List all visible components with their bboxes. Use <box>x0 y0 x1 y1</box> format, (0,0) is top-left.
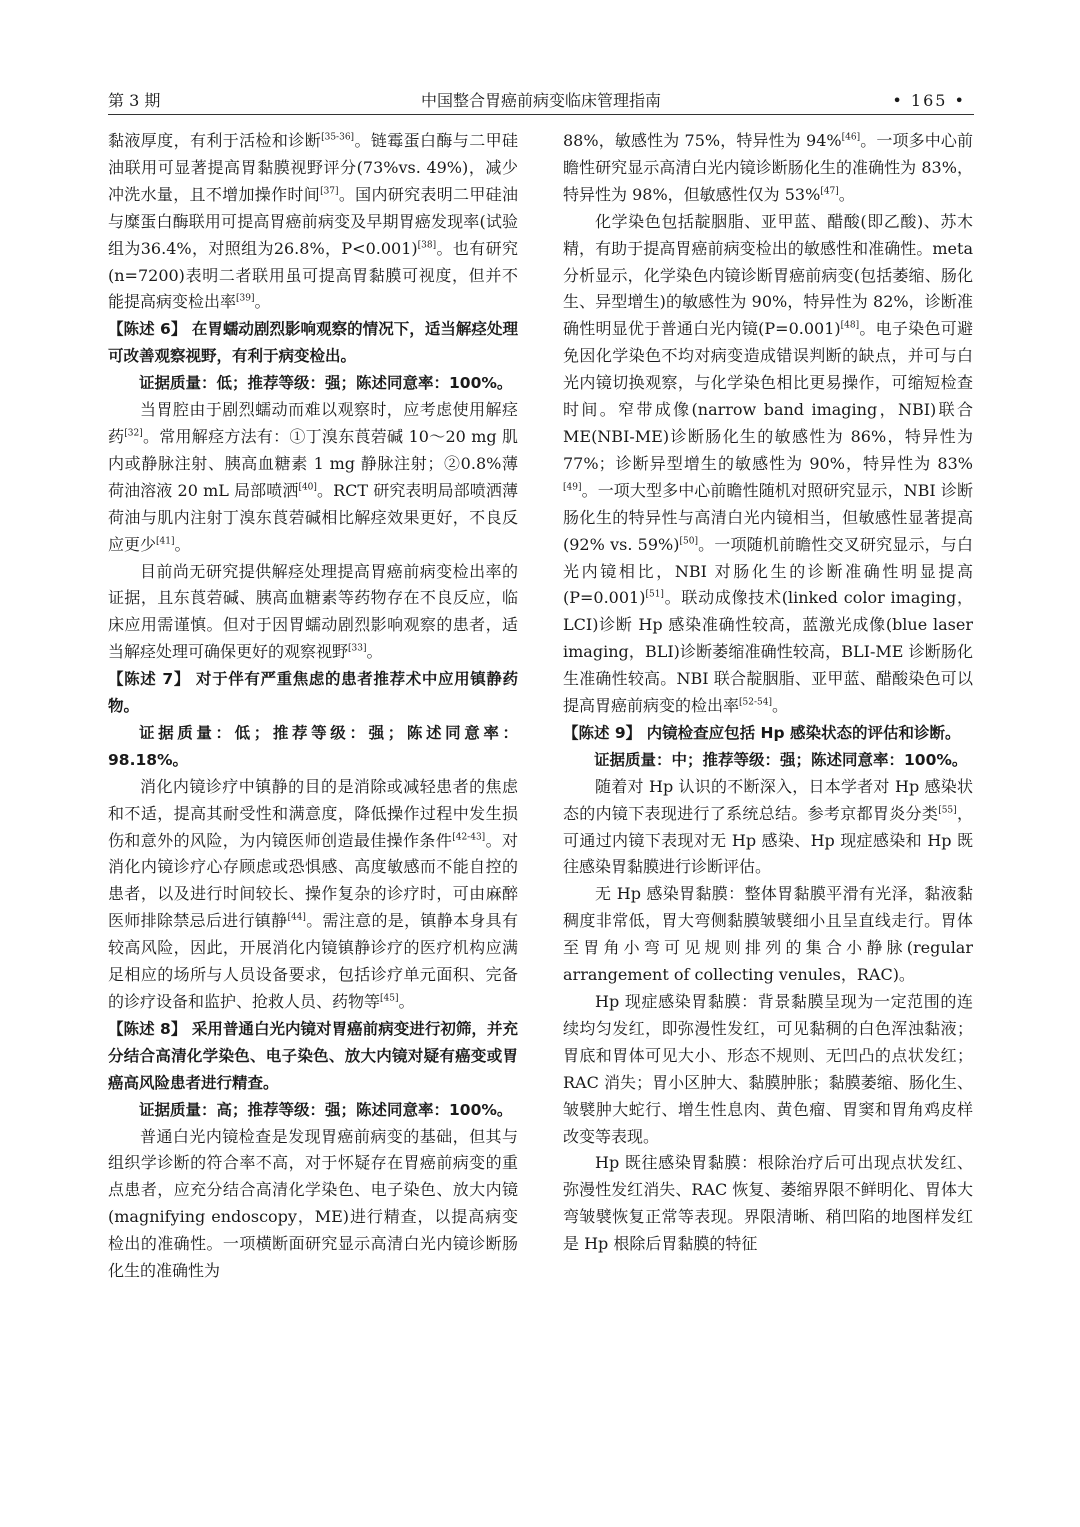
citation: [44] <box>287 912 306 923</box>
right-column <box>563 128 973 1508</box>
citation: [41] <box>156 536 175 547</box>
paragraph-hp-kyoto <box>563 774 973 882</box>
statement-6: 【陈述 6】 在胃蠕动剧烈影响观察的情况下，适当解痉处理可改善观察视野，有利于病变检出。 <box>108 320 518 366</box>
text-run: 。 <box>254 292 271 312</box>
text-run: 。 <box>771 696 788 716</box>
paragraph-white-light: 普通白光内镜检查是发现胃癌前病变的基础，但其与组织学诊断的符合率不高，对于怀疑存在胃癌前病变的重点患者，应充分结合高清化学染色、电子染色、放大内镜(magnifying endoscopy，ME)进行精查，以提高病变检出的准确性。一项横断面研究显示高清白光内镜诊断肠化生的准确性为 <box>108 1126 518 1281</box>
text-run: 黏液厚度，有利于活检和诊断 <box>108 131 322 150</box>
text-run: 。需注意的是，镇静本身具有较高风险，因此，开展消化内镜镇静诊疗的医疗机构应满足相应的场所与人员设备要求，包括诊疗单元面积、完备的诊疗设备和监护、抢救人员、药物等 <box>108 911 518 1011</box>
text-run: 。电子染色可避免因化学染色不均对病变造成错误判断的缺点，并可与白光内镜切换观察，与化学染色相比更易操作，可缩短检查时间。窄带成像(narrow band imaging，NBI)联合 ME(NBI-ME)诊断肠化生的敏感性为 86%，特异性为 77%；诊断异型增生的敏感性为 90%，特异性为 83% <box>563 319 973 473</box>
citation: [35-36] <box>321 132 355 143</box>
page-header <box>108 88 974 115</box>
citation: [46] <box>841 132 861 143</box>
paragraph-antispasmodic <box>108 397 518 558</box>
text-run: 。一项随机前瞻性交叉研究显示，与白光内镜相比，NBI 对肠化生的诊断准确性明显提高(P=0.001) <box>563 534 973 608</box>
text-run: 目前尚无研究提供解痉处理提高胃癌前病变检出率的证据，且东莨菪碱、胰高血糖素等药物存在不良反应，临床应用需谨慎。但对于因胃蠕动剧烈影响观察的患者，适当解痉处理可确保更好的观察视野 <box>108 561 518 662</box>
citation: [33] <box>348 643 367 654</box>
issue-label: 第 3 期 <box>108 91 161 110</box>
citation: [47] <box>820 186 839 197</box>
citation: [49] <box>563 482 582 493</box>
page-number: • 165 • <box>892 91 966 110</box>
citation: [52-54] <box>739 697 772 708</box>
citation: [51] <box>645 590 664 601</box>
text-run: 。一项多中心前瞻性研究显示高清白光内镜诊断肠化生的准确性为 83%，特异性为 98%，但敏感性仅为 53% <box>563 131 973 204</box>
text-run: 。 <box>174 534 191 554</box>
statement-7: 【陈述 7】 对于伴有严重焦虑的患者推荐术中应用镇静药物。 <box>108 670 518 716</box>
text-run: 化学染色包括靛胭脂、亚甲蓝、醋酸(即乙酸)、苏木精，有助于提高胃癌前病变检出的敏感性和准确性。meta 分析显示，化学染色内镜诊断胃癌前病变(包括萎缩、肠化生、异型增生)的敏感性为 90%，特异性为 82%，诊断准确性明显优于普通白光内镜(P=0.001) <box>563 211 973 339</box>
citation: [37] <box>320 186 339 197</box>
citation: [39] <box>236 294 255 305</box>
statement-8: 【陈述 8】 采用普通白光内镜对胃癌前病变进行初筛，并充分结合高清化学染色、电子染色、放大内镜对疑有癌变或胃癌高风险患者进行精查。 <box>108 1019 518 1092</box>
citation: [42-43] <box>452 832 486 843</box>
statement-9: 【陈述 9】 内镜检查应包括 Hp 感染状态的评估和诊断。 <box>563 723 961 742</box>
citation: [50] <box>679 536 698 547</box>
evidence-6: 证据质量：低；推荐等级：强；陈述同意率：100%。 <box>139 374 513 393</box>
text-run: 。RCT 研究表明局部喷洒薄荷油与肌内注射丁溴东莨菪碱相比解痉效果更好，不良反应更少 <box>108 480 518 554</box>
paragraph-sedation <box>108 774 518 1016</box>
citation: [38] <box>417 240 437 251</box>
paragraph-accuracy <box>563 128 973 209</box>
citation: [45] <box>380 993 399 1004</box>
text-run: 。 <box>398 992 415 1011</box>
text-run: 。也有研究(n=7200)表明二者联用虽可提高胃黏膜可视度，但并不能提高病变检出率 <box>108 238 518 312</box>
paragraph-chromoendoscopy <box>563 209 973 720</box>
text-run: 。 <box>838 184 855 204</box>
text-run: ，可通过内镜下表现对无 Hp 感染、Hp 现症感染和 Hp 既往感染胃黏膜进行诊断评估。 <box>563 803 973 877</box>
text-run: 。链霉蛋白酶与二甲硅油联用可显著提高胃黏膜视野评分(73%vs. 49%)，减少冲洗水量，且不增加操作时间 <box>108 131 518 204</box>
paragraph-antispasmodic-evidence <box>108 559 518 667</box>
text-run: 。 <box>366 642 383 662</box>
citation: [55] <box>938 805 957 816</box>
text-run: 88%，敏感性为 75%，特异性为 94% <box>563 131 842 150</box>
journal-title: 中国整合胃癌前病变临床管理指南 <box>420 91 661 110</box>
evidence-8: 证据质量：高；推荐等级：强；陈述同意率：100%。 <box>139 1100 513 1119</box>
text-run: 。对消化内镜诊疗心存顾虑或恐惧感、高度敏感而不能自控的患者，以及进行时间较长、操作复杂的诊疗时，可由麻醉医师排除禁忌后进行镇静 <box>108 830 518 931</box>
evidence-7: 证据质量：低；推荐等级：强；陈述同意率：98.18%。 <box>108 723 518 769</box>
evidence-9: 证据质量：中；推荐等级：强；陈述同意率：100%。 <box>594 750 968 769</box>
text-run: 随着对 Hp 认识的不断深入，日本学者对 Hp 感染状态的内镜下表现进行了系统总结。参考京都胃炎分类 <box>563 776 973 823</box>
text-run: 当胃腔由于剧烈蠕动而难以观察时，应考虑使用解痉药 <box>108 400 518 446</box>
paragraph-mucus-defoaming <box>108 128 518 316</box>
citation: [32] <box>124 428 143 439</box>
paragraph-hp-current: Hp 现症感染胃黏膜：背景黏膜呈现为一定范围的连续均匀发红，即弥漫性发红，可见黏稠的白色浑浊黏液；胃底和胃体可见大小、形态不规则、无凹凸的点状发红；RAC 消失；胃小区肿大、黏膜肿胀；黏膜萎缩、肠化生、皱襞肿大蛇行、增生性息肉、黄色瘤、胃窦和胃角鸡皮样改变等表现。 <box>563 992 973 1146</box>
text-run: 。联动成像技术(linked color imaging，LCI)诊断 Hp 感染准确性较高，蓝激光成像(blue laser imaging，BLI)诊断萎缩准确性较高，BLI-ME 诊断肠化生准确性较高。NBI 联合靛胭脂、亚甲蓝、醋酸染色可以提高胃癌前病变的检出率 <box>563 588 973 716</box>
text-run: 。一项大型多中心前瞻性随机对照研究显示，NBI 诊断肠化生的特异性与高清白光内镜相当，但敏感性显著提高(92% vs. 59%) <box>563 480 973 554</box>
text-run: 。国内研究表明二甲硅油与糜蛋白酶联用可提高胃癌前病变及早期胃癌发现率(试验组为36.4%，对照组为26.8%，P<0.001) <box>108 184 518 258</box>
paragraph-hp-past: Hp 既往感染胃黏膜：根除治疗后可出现点状发红、弥漫性发红消失、RAC 恢复、萎缩界限不鲜明化、胃体大弯皱襞恢复正常等表现。界限清晰、稍凹陷的地图样发红是 Hp 根除后胃黏膜的特征 <box>563 1153 973 1254</box>
citation: [40] <box>298 482 317 493</box>
paragraph-hp-negative: 无 Hp 感染胃黏膜：整体胃黏膜平滑有光泽，黏液黏稠度非常低，胃大弯侧黏膜皱襞细小且呈直线走行。胃体至胃角小弯可见规则排列的集合小静脉(regular arrangement of collecting venules，RAC)。 <box>563 884 973 985</box>
citation: [48] <box>840 321 860 332</box>
left-column <box>108 128 518 1508</box>
text-run: 消化内镜诊疗中镇静的目的是消除或减轻患者的焦虑和不适，提高其耐受性和满意度，降低操作过程中发生损伤和意外的风险，为内镜医师创造最佳操作条件 <box>108 776 518 850</box>
text-run: 。常用解痉方法有：①丁溴东莨菪碱 10～20 mg 肌内或静脉注射、胰高血糖素 1 mg 静脉注射；②0.8%薄荷油溶液 20 mL 局部喷洒 <box>108 426 518 500</box>
